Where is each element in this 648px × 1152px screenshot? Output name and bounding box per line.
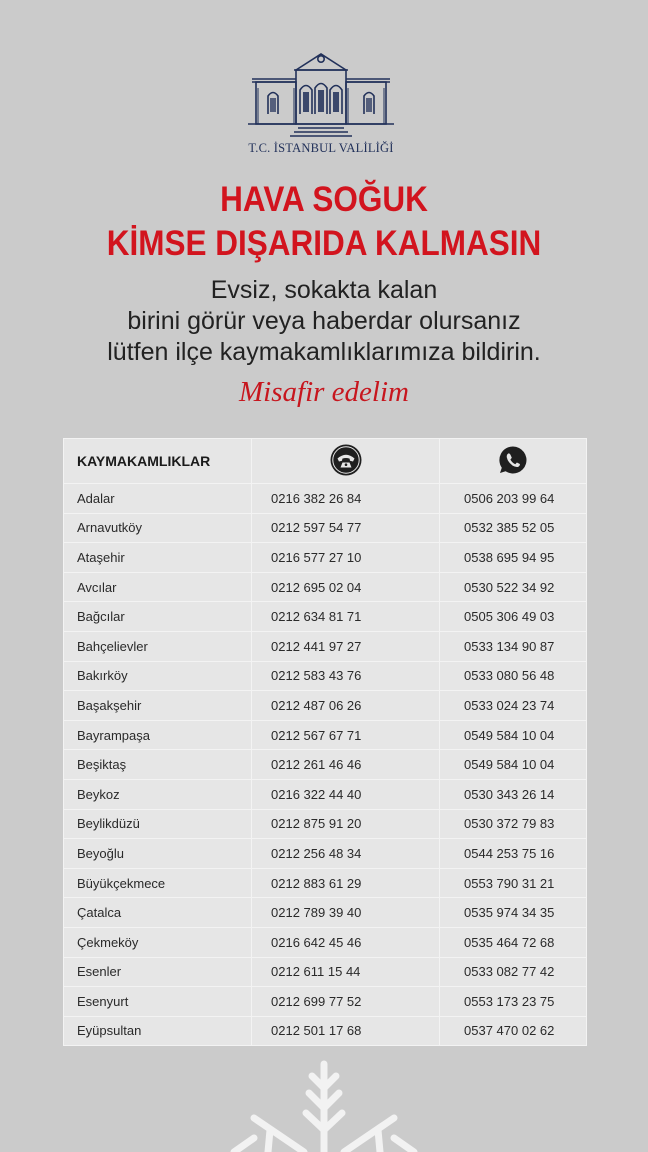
table-row [64,720,587,750]
district-name: Çekmeköy [64,927,252,957]
whatsapp-number: 0533 082 77 42 [440,957,587,987]
table-row [64,987,587,1017]
phone-number: 0216 382 26 84 [252,484,440,514]
whatsapp-number: 0533 134 90 87 [440,631,587,661]
whatsapp-number: 0553 790 31 21 [440,868,587,898]
district-name: Bahçelievler [64,631,252,661]
whatsapp-number: 0535 974 34 35 [440,898,587,928]
phone-number: 0212 883 61 29 [252,868,440,898]
phone-number: 0212 583 43 76 [252,661,440,691]
whatsapp-number: 0506 203 99 64 [440,484,587,514]
district-name: Bakırköy [64,661,252,691]
whatsapp-number: 0537 470 02 62 [440,1016,587,1046]
whatsapp-number: 0532 385 52 05 [440,513,587,543]
column-header-districts: KAYMAKAMLIKLAR [64,439,252,484]
whatsapp-number: 0544 253 75 16 [440,839,587,869]
table-row [64,779,587,809]
district-name: Bayrampaşa [64,720,252,750]
table-header-row [64,439,587,484]
table-row [64,927,587,957]
phone-number: 0212 261 46 46 [252,750,440,780]
phone-number: 0212 634 81 71 [252,602,440,632]
whatsapp-number: 0538 695 94 95 [440,543,587,573]
district-name: Beykoz [64,779,252,809]
whatsapp-number: 0533 024 23 74 [440,691,587,721]
district-name: Bağcılar [64,602,252,632]
headline-line-2: KİMSE DIŞARIDA KALMASIN [106,224,542,263]
phone-number: 0212 597 54 77 [252,513,440,543]
logo-text: T.C. İSTANBUL VALİLİĞİ [248,141,394,155]
phone-number: 0216 642 45 46 [252,927,440,957]
headline-line-1: HAVA SOĞUK [220,180,428,219]
district-name: Arnavutköy [64,513,252,543]
district-contacts-table [63,438,587,1046]
table-row [64,602,587,632]
district-name: Büyükçekmece [64,868,252,898]
message-line-2: birini görür veya haberdar olursanız [127,307,521,335]
table-row [64,631,587,661]
district-name: Eyüpsultan [64,1016,252,1046]
table-row [64,661,587,691]
table-row [64,839,587,869]
tagline: Misafir edelim [239,376,409,408]
phone-number: 0212 441 97 27 [252,631,440,661]
district-name: Beyoğlu [64,839,252,869]
phone-number: 0212 875 91 20 [252,809,440,839]
governorship-building-icon [248,48,394,140]
whatsapp-number: 0535 464 72 68 [440,927,587,957]
table-row [64,898,587,928]
phone-number: 0212 501 17 68 [252,1016,440,1046]
table-row [64,868,587,898]
whatsapp-number: 0549 584 10 04 [440,750,587,780]
whatsapp-number: 0530 343 26 14 [440,779,587,809]
whatsapp-number: 0530 522 34 92 [440,572,587,602]
whatsapp-number: 0533 080 56 48 [440,661,587,691]
phone-number: 0212 487 06 26 [252,691,440,721]
table-row [64,750,587,780]
phone-number: 0212 611 15 44 [252,957,440,987]
district-name: Beylikdüzü [64,809,252,839]
table-row [64,572,587,602]
phone-number: 0212 699 77 52 [252,987,440,1017]
table-row [64,809,587,839]
table-row [64,691,587,721]
whatsapp-number: 0530 372 79 83 [440,809,587,839]
phone-number: 0212 567 67 71 [252,720,440,750]
phone-number: 0216 577 27 10 [252,543,440,573]
whatsapp-icon [497,444,529,476]
column-header-phone [252,439,440,484]
district-name: Beşiktaş [64,750,252,780]
phone-number: 0216 322 44 40 [252,779,440,809]
whatsapp-number: 0505 306 49 03 [440,602,587,632]
whatsapp-number: 0553 173 23 75 [440,987,587,1017]
district-name: Çatalca [64,898,252,928]
district-name: Esenler [64,957,252,987]
district-name: Başakşehir [64,691,252,721]
message-line-3: lütfen ilçe kaymakamlıklarımıza bildirin. [107,338,541,366]
whatsapp-number: 0549 584 10 04 [440,720,587,750]
district-name: Ataşehir [64,543,252,573]
table-row [64,1016,587,1046]
table-row [64,957,587,987]
column-header-whatsapp [440,439,587,484]
phone-icon [329,443,363,477]
table-row [64,513,587,543]
phone-number: 0212 789 39 40 [252,898,440,928]
snowflake-decoration [214,1058,434,1152]
phone-number: 0212 256 48 34 [252,839,440,869]
table-row [64,543,587,573]
district-name: Avcılar [64,572,252,602]
istanbul-valiligi-logo [248,48,394,160]
phone-number: 0212 695 02 04 [252,572,440,602]
district-name: Adalar [64,484,252,514]
table-row [64,484,587,514]
district-name: Esenyurt [64,987,252,1017]
message-line-1: Evsiz, sokakta kalan [210,276,438,304]
